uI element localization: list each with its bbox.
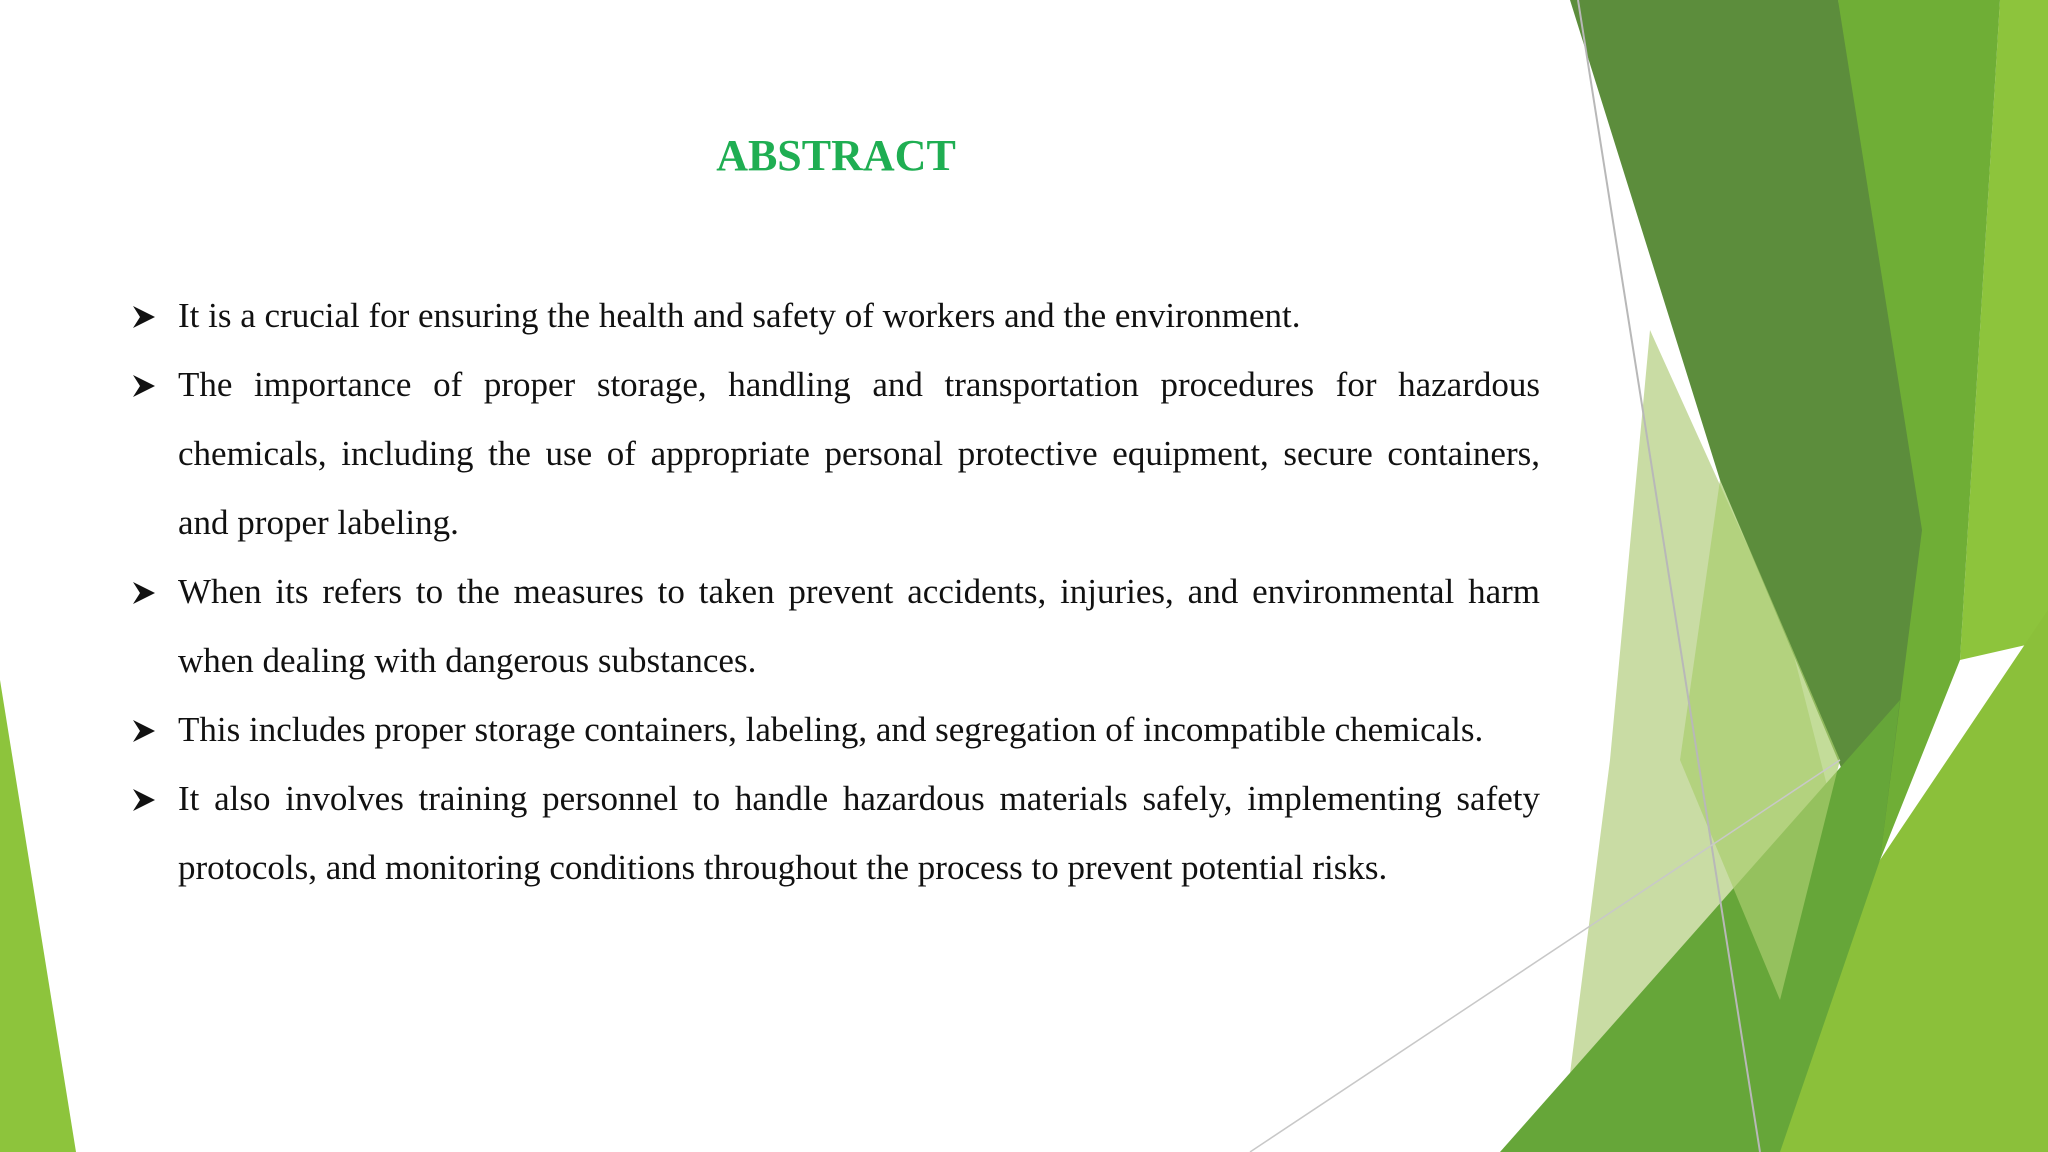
bullet-item (128, 281, 1540, 350)
arrow-bullet-icon (131, 373, 157, 399)
bullet-text: When its refers to the measures to taken prevent accidents, injuries, and environmental harm when dealing with dangerous substances. (178, 572, 1540, 680)
bullet-list (128, 281, 1540, 902)
slide-title: ABSTRACT (716, 131, 956, 180)
bullet-item (128, 695, 1540, 764)
bullet-text: It is a crucial for ensuring the health and safety of workers and the environment. (178, 296, 1301, 335)
bullet-text: The importance of proper storage, handling and transportation procedures for hazardous chemicals, including the use of appropriate personal protective equipment, secure containers, and proper labeling. (178, 365, 1540, 542)
arrow-bullet-icon (131, 718, 157, 744)
arrow-bullet-icon (131, 304, 157, 330)
arrow-bullet-icon (131, 787, 157, 813)
bullet-item (128, 350, 1540, 557)
arrow-bullet-icon (131, 580, 157, 606)
bullet-text: This includes proper storage containers, labeling, and segregation of incompatible chemicals. (178, 710, 1484, 749)
bullet-item (128, 557, 1540, 695)
bullet-text: It also involves training personnel to handle hazardous materials safely, implementing safety protocols, and monitoring conditions throughout the process to prevent potential risks. (178, 779, 1540, 887)
left-green-sliver (0, 680, 76, 1152)
bullet-item (128, 764, 1540, 902)
